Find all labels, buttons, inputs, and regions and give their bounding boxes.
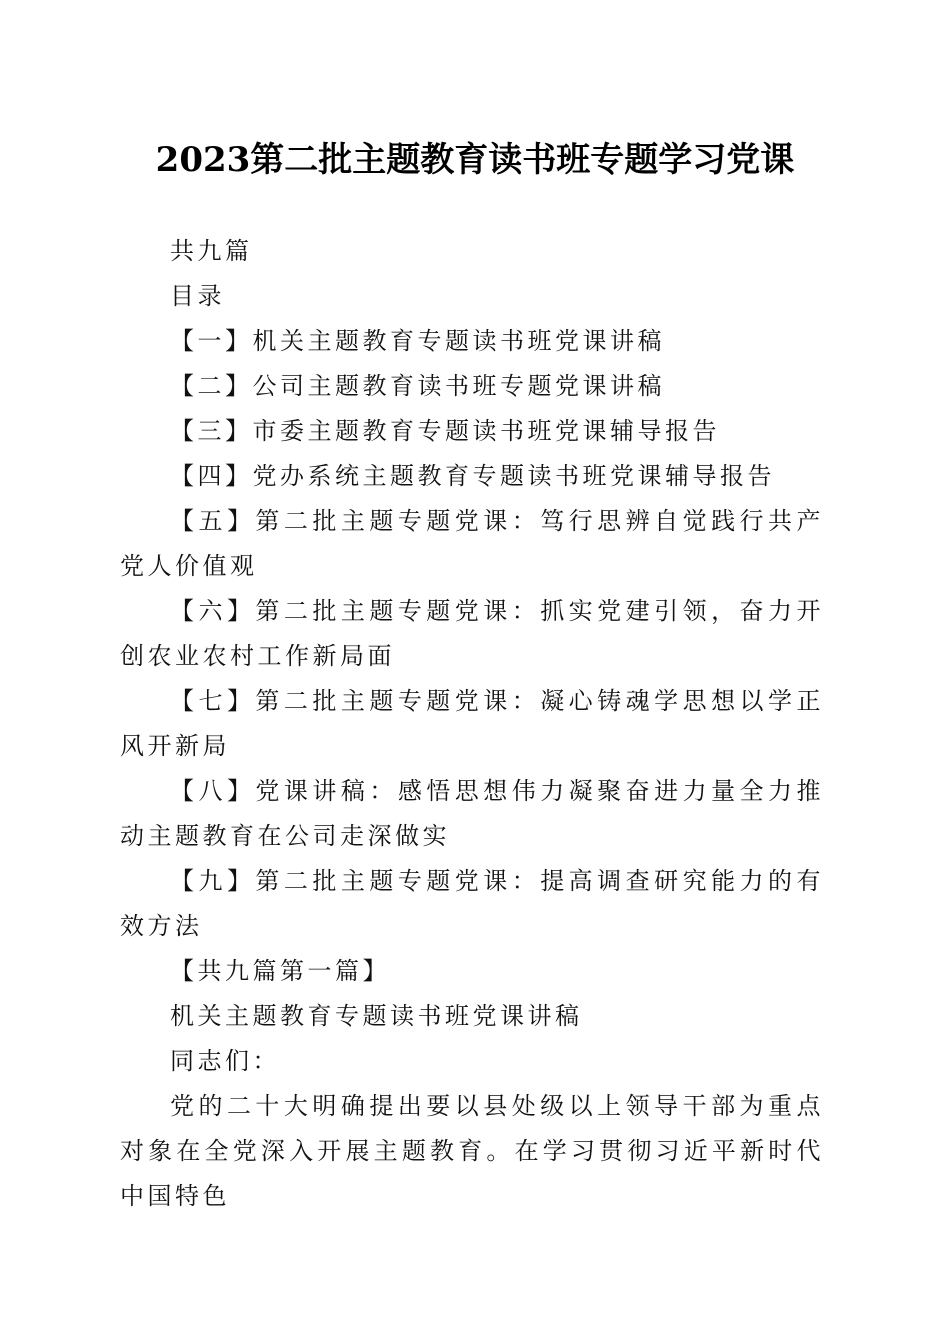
toc-item-6: 【六】第二批主题专题党课：抓实党建引领，奋力开创农业农村工作新局面 — [120, 597, 824, 670]
toc-item-3: 【三】市委主题教育专题读书班党课辅导报告 — [170, 417, 720, 445]
document-body — [120, 229, 824, 1219]
document-title: 2023第二批主题教育读书班专题学习党课 — [155, 140, 795, 180]
salutation: 同志们： — [170, 1047, 280, 1075]
toc-item-8: 【八】党课讲稿：感悟思想伟力凝聚奋进力量全力推动主题教育在公司走深做实 — [120, 777, 824, 850]
section-marker: 【共九篇第一篇】 — [170, 957, 390, 985]
toc-item-2: 【二】公司主题教育读书班专题党课讲稿 — [170, 372, 665, 400]
toc-item-4: 【四】党办系统主题教育专题读书班党课辅导报告 — [170, 462, 775, 490]
paragraph-toc-heading: 目录 — [170, 282, 225, 310]
toc-item-5: 【五】第二批主题专题党课：笃行思辨自觉践行共产党人价值观 — [120, 507, 824, 580]
toc-item-9: 【九】第二批主题专题党课：提高调查研究能力的有效方法 — [120, 867, 824, 940]
section-title: 机关主题教育专题读书班党课讲稿 — [170, 1002, 583, 1030]
paragraph-count: 共九篇 — [170, 237, 253, 265]
toc-item-7: 【七】第二批主题专题党课：凝心铸魂学思想以学正风开新局 — [120, 687, 824, 760]
body-paragraph: 党的二十大明确提出要以县处级以上领导干部为重点对象在全党深入开展主题教育。在学习贯彻习近平新时代中国特色 — [120, 1092, 824, 1210]
toc-item-1: 【一】机关主题教育专题读书班党课讲稿 — [170, 327, 665, 355]
